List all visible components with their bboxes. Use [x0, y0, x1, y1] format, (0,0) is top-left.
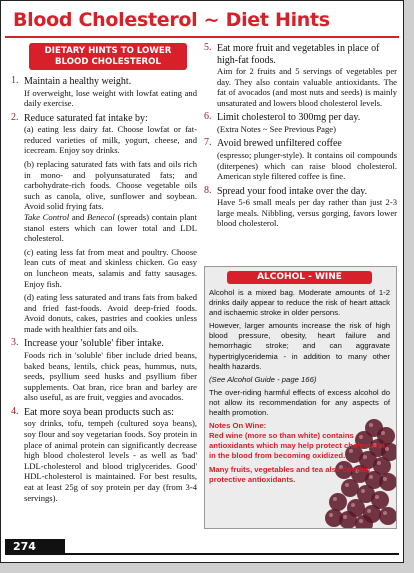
hint-heading: Reduce saturated fat intake by:: [24, 112, 148, 124]
grape: [379, 507, 396, 525]
hint-item-6: [204, 112, 397, 134]
grape-highlight: [361, 489, 365, 493]
hint-text: (espresso; plunger-style). It contains oil compounds (diterpenes) which can raise blood cholesterol. American style filtered coffee is fine.: [217, 149, 397, 182]
brand-take-control: Take Control: [24, 211, 70, 222]
right-column: [204, 43, 397, 233]
alcohol-text: [209, 288, 390, 485]
brand-benecol: Benecol: [87, 211, 115, 222]
alcohol-wine-heading: ALCOHOL - WINE: [227, 271, 372, 284]
hint-subpoint-c: (c) eating less fat from meat and poultry. Choose lean cuts of meat and skinless chicken. Go easy on luncheon meats, salamis and fatty sausages. Enjoy fish.: [24, 246, 197, 289]
hint-text: (Extra Notes ~ See Previous Page): [217, 123, 336, 134]
alcohol-wine-box: [204, 266, 397, 529]
hint-heading: Maintain a healthy weight.: [24, 76, 132, 87]
hint-subpoint-b-text: (b) replacing saturated fats with fats and oils rich in mono- and polyunsaturated fats; and carbohydrate-rich foods. Choose vegetable oils such as canola, olive, sunflower and soybean. Avoid solid frying fats.: [24, 158, 197, 212]
left-column: [11, 43, 197, 507]
alcohol-paragraph-1: Alcohol is a mixed bag. Moderate amounts of 1-2 drinks daily appear to reduce the risk of heart attack and ischaemic stroke in older persons.: [209, 288, 390, 318]
page-title: Blood Cholesterol ~ Diet Hints: [13, 9, 330, 31]
page-number: 274: [5, 539, 65, 555]
hint-heading: Spread your food intake over the day.: [217, 185, 368, 197]
hint-subpoint-a: (a) eating less dairy fat. Choose lowfat or fat-reduced varieties of milk, yogurt, cheese, and icecream. Enjoy soy drinks.: [24, 124, 197, 156]
alcohol-guide-reference: (See Alcohol Guide - page 166): [209, 374, 317, 384]
antioxidants-note: Many fruits, vegetables and tea also contain protective antioxidants.: [209, 464, 371, 484]
grape-highlight: [333, 497, 337, 501]
hint-item-2: [11, 113, 197, 335]
hint-subpoint-b-spreads: Take Control and Benecol (spreads) contain plant stanol esters which can lower total and LDL cholesterol.: [24, 211, 197, 244]
hint-number: 7.: [204, 137, 212, 149]
hint-item-8: [204, 186, 397, 229]
grape: [329, 493, 347, 511]
hint-number: 4.: [11, 405, 19, 417]
hint-heading: Limit cholesterol to 300mg per day.: [217, 112, 361, 124]
hint-subpoint-d: (d) eating less saturated and trans fats from baked and fried fast-foods. Avoid deep-fried foods. Avoid donuts, cakes, pastries and cookies unless made with healthier fats and oils.: [24, 292, 197, 334]
hint-item-1: [11, 76, 197, 109]
grape-highlight: [383, 511, 387, 515]
grape-highlight: [359, 519, 363, 523]
grape-highlight: [375, 495, 379, 499]
hint-item-3: [11, 338, 197, 402]
hint-number: 6.: [204, 111, 212, 123]
grape-highlight: [367, 509, 371, 513]
hint-number: 2.: [11, 111, 19, 123]
alcohol-paragraph-2: However, larger amounts increase the risk of high blood pressure, obesity, heart failure and hemorrhagic stroke; and can aggravate hypertriglyceridemia - in addition to many other health hazards.: [209, 321, 390, 371]
spreads-text: (spreads) contain plant stanol esters which can lower total and LDL cholesterol.: [24, 211, 197, 244]
wine-notes-heading: Notes On Wine:: [209, 421, 267, 431]
hint-number: 8.: [204, 184, 212, 196]
hint-heading: Increase your 'soluble' fiber intake.: [24, 338, 164, 350]
hint-text: Foods rich in 'soluble' fiber include dried beans, baked beans, lentils, chick peas, hummus, nuts, seeds, psyllium seed husks and psyllium fiber supplements. Oat bran, rice bran and barley are also useful, as are fruit, veggies and avocados.: [24, 349, 197, 403]
alcohol-paragraph-4: The over-riding harmful effects of excess alcohol do not allow its recommendation for any aspects of health promotion.: [209, 387, 390, 418]
hint-item-4: [11, 407, 197, 503]
hint-number: 5.: [204, 42, 212, 53]
hint-text: If overweight, lose weight with lowfat eating and daily exercise.: [24, 87, 197, 109]
hint-text: soy drinks, tofu, tempeh (cultured soya beans), soy flour and soy vegetarian foods. Soy protein in place of animal protein can significantly decrease high blood cholesterol levels - as well as 'bad' LDL-cholesterol and blood triglycerides. Good' HDL-cholesterol is maintained. For best results, eat at least 25g of soy protein per day (from 3-4 servings).: [24, 418, 197, 503]
grape-highlight: [351, 503, 355, 507]
wine-notes-text: Red wine (more so than white) contains antioxidants which may help protect cholesterol in the blood from becoming oxidized.: [209, 431, 385, 461]
hint-heading: Eat more soya bean products such as:: [24, 406, 174, 418]
title-rule: [5, 36, 399, 38]
hint-text: Have 5-6 small meals per day rather than just 2-3 large meals. Nibbling, versus gorging, favors lower blood cholesterol.: [217, 197, 397, 229]
hint-subpoint-b: [24, 159, 197, 212]
hint-number: 3.: [11, 337, 19, 349]
grape-highlight: [343, 515, 347, 519]
hint-text: Aim for 2 fruits and 5 servings of vegetables per day. They also contain valuable antioxidants. The fat of avocados (and most nuts and seeds) is mainly unsaturated and lowers blood cholesterol levels.: [217, 66, 397, 108]
dietary-hints-banner: [29, 43, 187, 70]
hint-item-5: [204, 43, 397, 108]
hint-heading: Avoid brewed unfiltered coffee: [217, 138, 342, 150]
hint-heading: Eat more fruit and vegetables in place of high-fat foods.: [217, 43, 380, 66]
grape: [325, 509, 343, 527]
grape-highlight: [329, 513, 333, 517]
banner-line-1: DIETARY HINTS TO LOWER: [44, 46, 172, 56]
hint-number: 1.: [11, 75, 19, 86]
banner-line-2: BLOOD CHOLESTEROL: [55, 56, 161, 67]
hint-item-7: [204, 138, 397, 181]
